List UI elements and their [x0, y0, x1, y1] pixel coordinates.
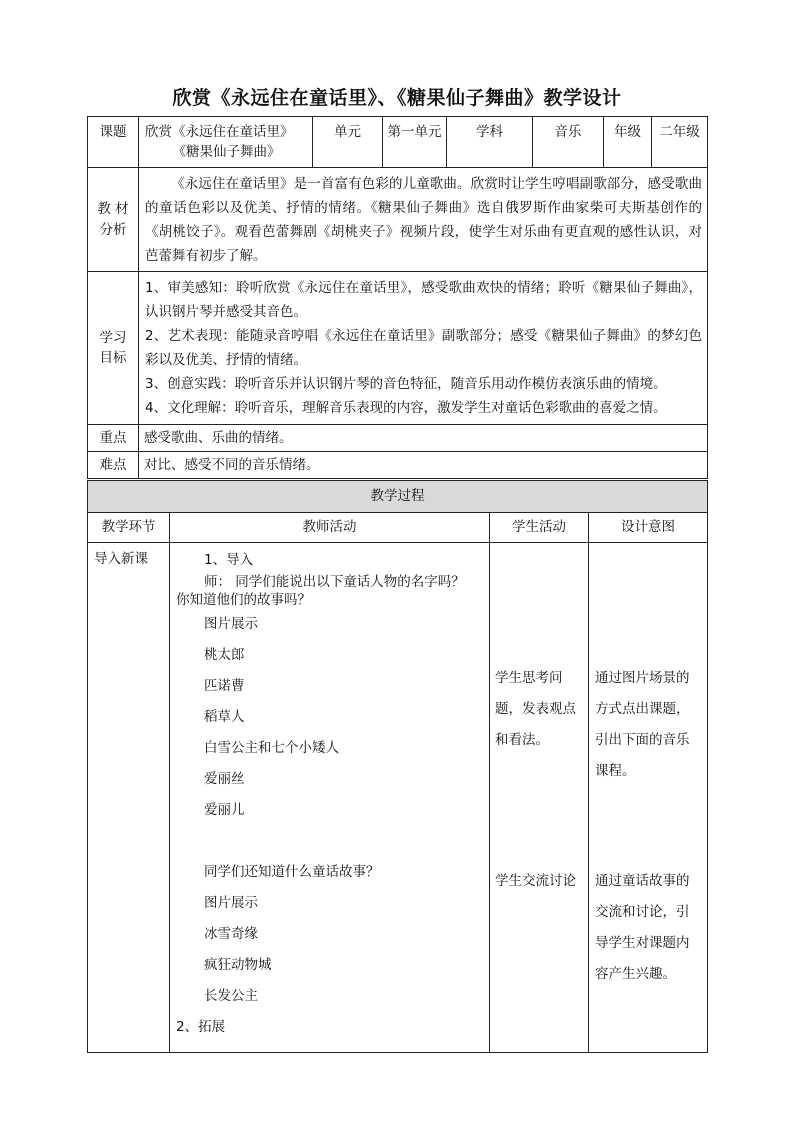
analysis-row	[88, 168, 708, 272]
analysis-text	[139, 168, 708, 272]
character-item: 爱丽丝	[204, 771, 245, 787]
step2-line: 2、拓展	[176, 1019, 226, 1035]
goal-item: 1、审美感知：聆听欣赏《永远住在童话里》，感受歌曲欢快的情绪；聆听《糖果仙子舞曲》，认识钢片琴并感受其音色。	[145, 280, 702, 320]
question2-line: 同学们还知道什么童话故事？	[204, 864, 380, 880]
stage-cell: 导入新课	[88, 543, 170, 1053]
character-item: 匹诺曹	[204, 678, 245, 694]
unit-label: 单元	[313, 117, 383, 168]
key-point-text: 感受歌曲、乐曲的情绪。	[139, 425, 708, 452]
intent-2: 通过童话故事的交流和讨论，引导学生对课题内容产生兴趣。	[595, 873, 690, 982]
subject-value: 音乐	[533, 117, 604, 168]
subject-label: 学科	[447, 117, 533, 168]
info-table	[87, 116, 708, 479]
design-intent	[589, 543, 708, 1053]
difficulty-label: 难点	[88, 452, 139, 479]
difficulty-row	[88, 452, 708, 479]
story-item: 冰雪奇缘	[204, 926, 258, 942]
spacer	[495, 547, 583, 663]
student-activity-2: 学生交流讨论	[495, 873, 576, 889]
pic-label: 图片展示	[204, 895, 258, 911]
student-activity	[490, 543, 589, 1053]
spacer	[595, 547, 699, 663]
difficulty-text: 对比、感受不同的音乐情绪。	[139, 452, 708, 479]
step1-line: 1、导入	[204, 552, 254, 568]
process-body-row	[88, 543, 708, 1053]
unit-value: 第一单元	[383, 117, 447, 168]
process-table	[87, 480, 708, 1053]
story-item: 长发公主	[204, 988, 258, 1004]
process-columns-row	[88, 513, 708, 543]
character-item: 白雪公主和七个小矮人	[204, 740, 339, 756]
key-point-row	[88, 425, 708, 452]
pic-label: 图片展示	[204, 616, 258, 632]
story-item: 疯狂动物城	[204, 957, 272, 973]
page-title: 欣赏《永远住在童话里》、《糖果仙子舞曲》教学设计	[172, 87, 622, 109]
course-label: 课题	[88, 117, 139, 168]
goals-label	[88, 272, 139, 425]
analysis-label	[88, 168, 139, 272]
goals-label-line2: 目标	[99, 350, 127, 366]
goal-item: 4、文化理解：聆听音乐，理解音乐表现的内容，激发学生对童话色彩歌曲的喜爱之情。	[145, 400, 667, 416]
key-point-label: 重点	[88, 425, 139, 452]
question-block	[176, 573, 483, 609]
info-row	[88, 117, 708, 168]
process-header: 教学过程	[88, 481, 708, 513]
analysis-label-line1: 教 材	[97, 201, 129, 218]
course-value-line2: 《糖果仙子舞曲》	[172, 144, 281, 161]
column-header-stage: 教学环节	[88, 513, 170, 543]
column-header-student: 学生活动	[490, 513, 589, 543]
column-header-teacher: 教师活动	[170, 513, 490, 543]
spacer	[495, 756, 583, 866]
goal-item: 2、艺术表现：能随录音哼唱《永远住在童话里》副歌部分；感受《糖果仙子舞曲》的梦幻色彩以及优美、抒情的情绪。	[145, 328, 702, 368]
character-item: 桃太郎	[204, 647, 245, 663]
question-line2: 你知道他们的故事吗？	[176, 592, 311, 608]
character-item: 稻草人	[204, 709, 245, 725]
spacer	[595, 787, 699, 866]
analysis-text-content: 《永远住在童话里》是一首富有色彩的儿童歌曲。欣赏时让学生哼唱副歌部分，感受歌曲的童话色彩以及优美、抒情的情绪。《糖果仙子舞曲》选自俄罗斯作曲家柴可夫斯基创作的《胡桃饺子》。观看芭蕾舞剧《胡桃夹子》视频片段，使学生对乐曲有更直观的感性认识，对芭蕾舞有初步了解。	[145, 175, 702, 264]
column-header-intent: 设计意图	[589, 513, 708, 543]
goals-row	[88, 272, 708, 425]
character-item: 爱丽儿	[204, 802, 245, 818]
grade-value: 二年级	[652, 117, 708, 168]
intent-1: 通过图片场景的方式点出课题，引出下面的音乐课程。	[595, 670, 690, 779]
goals-list	[139, 272, 708, 425]
goal-item: 3、创意实践：聆听音乐并认识钢片琴的音色特征，随音乐用动作模仿表演乐曲的情境。	[145, 376, 667, 392]
process-header-row	[88, 481, 708, 513]
student-activity-1: 学生思考问题，发表观点和看法。	[495, 670, 576, 748]
spacer	[176, 826, 483, 857]
grade-label: 年级	[604, 117, 652, 168]
question-line1: 师： 同学们能说出以下童话人物的名字吗？	[204, 574, 465, 590]
teacher-activity	[170, 543, 490, 1053]
course-value-line1: 欣赏《永远住在童话里》	[145, 124, 294, 140]
analysis-label-line2: 分析	[99, 221, 127, 238]
goals-label-line1: 学习	[99, 329, 127, 346]
course-value	[139, 117, 313, 168]
